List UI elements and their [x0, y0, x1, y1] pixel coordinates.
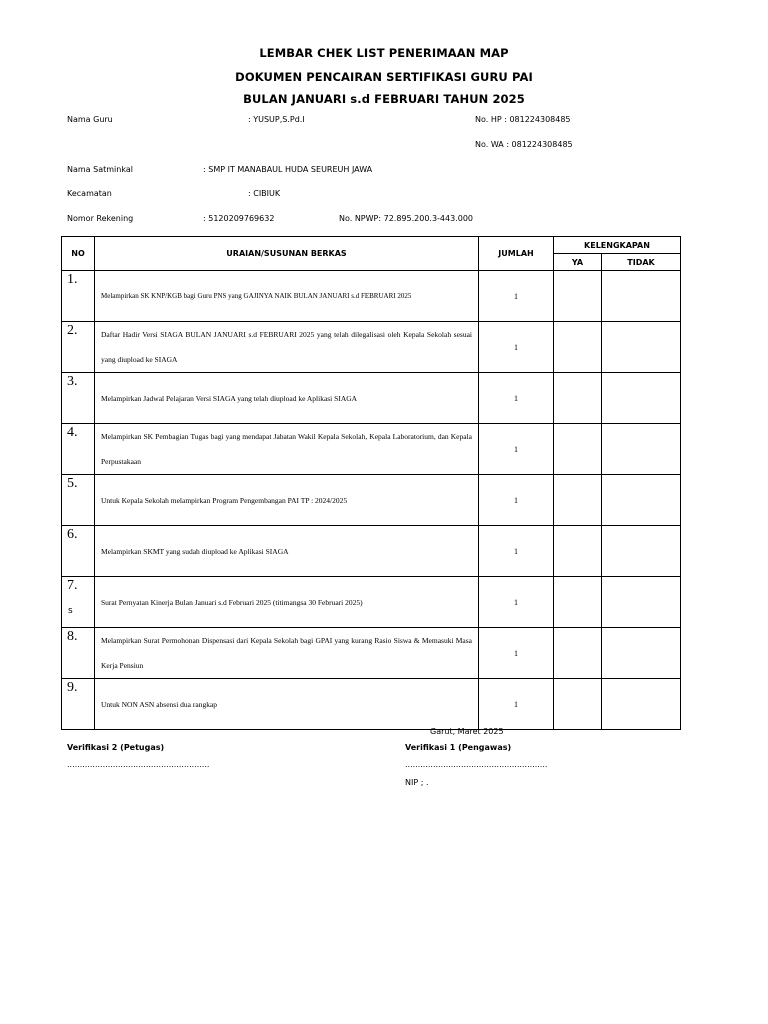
row-jumlah: 1: [479, 679, 554, 730]
row-description: Daftar Hadir Versi SIAGA BULAN JANUARI s.d FEBRUARI 2025 yang telah dilegalisasi oleh Kepala Sekolah sesuai yang diupload ke SIAGA: [95, 322, 479, 373]
document-title-line2: DOKUMEN PENCAIRAN SERTIFIKASI GURU PAI: [235, 70, 533, 84]
row-tidak-cell[interactable]: [602, 322, 681, 373]
row-number: 9.: [67, 680, 78, 695]
row-number: 1.: [67, 272, 78, 287]
row-tidak-cell[interactable]: [602, 424, 681, 475]
row-description: Melampirkan SK Pembagian Tugas bagi yang mendapat Jabatan Wakil Kepala Sekolah, Kepala Laboratorium, dan Kepala Perpustakaan: [95, 424, 479, 475]
nama-guru-label: Nama Guru: [67, 115, 113, 124]
row-description: Untuk Kepala Sekolah melampirkan Program Pengembangan PAI TP : 2024/2025: [95, 475, 479, 526]
row-ya-cell[interactable]: [554, 577, 602, 628]
table-row: [62, 577, 681, 628]
header-kelengkapan: KELENGKAPAN: [554, 237, 681, 254]
row-description: Melampirkan Surat Permohonan Dispensasi dari Kepala Sekolah bagi GPAI yang kurang Rasio Siswa & Memasuki Masa Kerja Pensiun: [95, 628, 479, 679]
row-number: 6.: [67, 527, 78, 542]
row-jumlah: 1: [479, 526, 554, 577]
document-title-line1: LEMBAR CHEK LIST PENERIMAAN MAP: [259, 46, 509, 60]
row-tidak-cell[interactable]: [602, 526, 681, 577]
table-row: [62, 271, 681, 322]
row-tidak-cell[interactable]: [602, 628, 681, 679]
table-row: [62, 679, 681, 730]
table-row: [62, 373, 681, 424]
header-tidak: TIDAK: [602, 254, 681, 271]
header-jumlah: JUMLAH: [479, 237, 554, 271]
whatsapp-number: No. WA : 081224308485: [475, 140, 573, 149]
row-ya-cell[interactable]: [554, 322, 602, 373]
row-ya-cell[interactable]: [554, 628, 602, 679]
row-ya-cell[interactable]: [554, 475, 602, 526]
row-mark: s: [68, 606, 73, 616]
row-number: 4.: [67, 425, 78, 440]
table-row: [62, 322, 681, 373]
nama-guru-value: : YUSUP,S.Pd.I: [248, 115, 305, 124]
row-number: 5.: [67, 476, 78, 491]
row-jumlah: 1: [479, 373, 554, 424]
row-jumlah: 1: [479, 628, 554, 679]
satminkal-label: Nama Satminkal: [67, 165, 133, 174]
verifikasi-2-signature-line: ........................................................: [67, 760, 210, 769]
row-tidak-cell[interactable]: [602, 679, 681, 730]
row-description: Melampirkan SK KNP/KGB bagi Guru PNS yang GAJINYA NAIK BULAN JANUARI s.d FEBRUARI 2025: [95, 271, 479, 322]
header-uraian: URAIAN/SUSUNAN BERKAS: [95, 237, 479, 271]
rekening-value: : 5120209769632: [203, 214, 275, 223]
checklist-table: [61, 236, 681, 730]
row-description: Melampirkan Jadwal Pelajaran Versi SIAGA yang telah diupload ke Aplikasi SIAGA: [95, 373, 479, 424]
table-row: [62, 475, 681, 526]
kecamatan-value: : CIBIUK: [248, 189, 281, 198]
row-jumlah: 1: [479, 424, 554, 475]
nip-field: NIP ; .: [405, 778, 429, 787]
row-ya-cell[interactable]: [554, 526, 602, 577]
phone-number: No. HP : 081224308485: [475, 115, 571, 124]
row-tidak-cell[interactable]: [602, 271, 681, 322]
verifikasi-1-label: Verifikasi 1 (Pengawas): [405, 743, 512, 752]
row-tidak-cell[interactable]: [602, 373, 681, 424]
verifikasi-2-label: Verifikasi 2 (Petugas): [67, 743, 165, 752]
row-ya-cell[interactable]: [554, 373, 602, 424]
npwp-value: No. NPWP: 72.895.200.3-443.000: [339, 214, 474, 223]
row-ya-cell[interactable]: [554, 424, 602, 475]
row-jumlah: 1: [479, 271, 554, 322]
row-tidak-cell[interactable]: [602, 475, 681, 526]
table-row: [62, 628, 681, 679]
row-ya-cell[interactable]: [554, 679, 602, 730]
table-row: [62, 526, 681, 577]
place-date: Garut, Maret 2025: [430, 727, 504, 736]
row-number: 8.: [67, 629, 78, 644]
row-description: Melampirkan SKMT yang sudah diupload ke Aplikasi SIAGA: [95, 526, 479, 577]
satminkal-value: : SMP IT MANABAUL HUDA SEUREUH JAWA: [203, 165, 373, 174]
row-number: 2.: [67, 323, 78, 338]
header-no: NO: [62, 237, 95, 271]
row-jumlah: 1: [479, 577, 554, 628]
table-row: [62, 424, 681, 475]
row-number: 3.: [67, 374, 78, 389]
row-jumlah: 1: [479, 322, 554, 373]
verifikasi-1-signature-line: ........................................................: [405, 760, 548, 769]
document-title-line3: BULAN JANUARI s.d FEBRUARI TAHUN 2025: [243, 92, 525, 106]
row-jumlah: 1: [479, 475, 554, 526]
row-description: Untuk NON ASN absensi dua rangkap: [95, 679, 479, 730]
kecamatan-label: Kecamatan: [67, 189, 112, 198]
row-ya-cell[interactable]: [554, 271, 602, 322]
row-description: Surat Pernyatan Kinerja Bulan Januari s.d Februari 2025 (titimangsa 30 Februari 2025): [95, 577, 479, 628]
row-number: 7.: [67, 578, 78, 593]
header-ya: YA: [554, 254, 602, 271]
rekening-label: Nomor Rekening: [67, 214, 134, 223]
row-tidak-cell[interactable]: [602, 577, 681, 628]
